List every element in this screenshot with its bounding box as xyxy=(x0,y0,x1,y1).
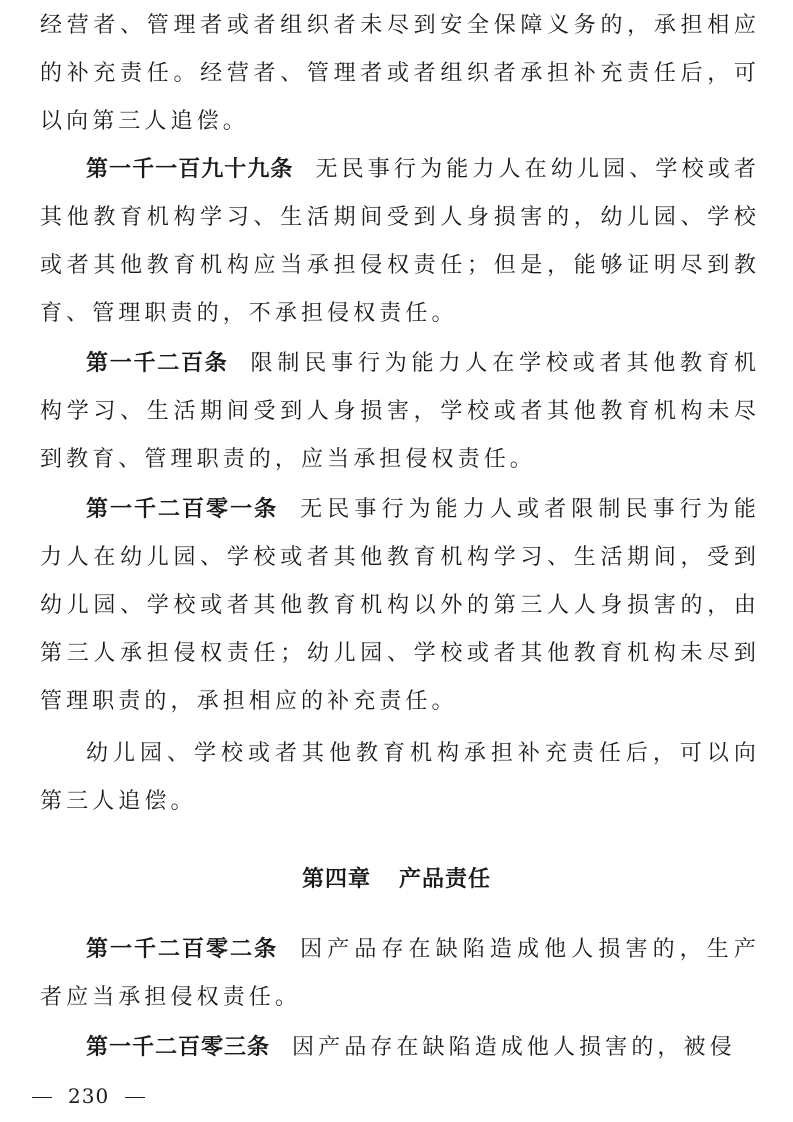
article-text: 因产品存在缺陷造成他人损害的，被侵 xyxy=(292,1035,736,1060)
article-heading: 第一千二百条 xyxy=(86,351,229,376)
paragraph-continuation xyxy=(40,730,760,826)
article-heading: 第一千一百九十九条 xyxy=(86,157,294,182)
article-heading: 第一千二百零一条 xyxy=(86,497,279,522)
article-text: 因产品存在缺陷造成他人损害的，生产者应当承担侵权责任。 xyxy=(40,937,760,1010)
article-text: 限制民事行为能力人在学校或者其他教育机构学习、生活期间受到人身损害，学校或者其他教育机构未尽到教育、管理职责的，应当承担侵权责任。 xyxy=(40,351,760,472)
article-text: 无民事行为能力人在幼儿园、学校或者其他教育机构学习、生活期间受到人身损害的，幼儿园、学校或者其他教育机构应当承担侵权责任；但是，能够证明尽到教育、管理职责的，不承担侵权责任。 xyxy=(40,157,760,326)
article-text: 无民事行为能力人或者限制民事行为能力人在幼儿园、学校或者其他教育机构学习、生活期间，受到幼儿园、学校或者其他教育机构以外的第三人人身损害的，由第三人承担侵权责任；幼儿园、学校或者其他教育机构未尽到管理职责的，承担相应的补充责任。 xyxy=(40,497,760,714)
chapter-number: 第四章 xyxy=(301,867,371,892)
chapter-heading xyxy=(0,858,793,902)
paragraph-text: 经营者、管理者或者组织者未尽到安全保障义务的，承担相应的补充责任。经营者、管理者或者组织者承担补充责任后，可以向第三人追偿。 xyxy=(40,13,760,134)
footer-dash-right xyxy=(125,1097,145,1098)
page-number: 230 xyxy=(68,1084,110,1108)
chapter-title: 产品责任 xyxy=(399,867,492,892)
article-1199 xyxy=(40,146,760,338)
article-heading: 第一千二百零二条 xyxy=(86,937,279,962)
article-heading: 第一千二百零三条 xyxy=(86,1035,271,1060)
article-1203 xyxy=(40,1024,760,1072)
article-1202 xyxy=(40,926,760,1022)
footer-dash-left xyxy=(32,1097,52,1098)
paragraph-text: 幼儿园、学校或者其他教育机构承担补充责任后，可以向第三人追偿。 xyxy=(40,741,760,814)
article-1200 xyxy=(40,340,760,484)
paragraph-continuation xyxy=(40,2,760,146)
page-footer xyxy=(32,1078,145,1114)
article-1201 xyxy=(40,486,760,726)
